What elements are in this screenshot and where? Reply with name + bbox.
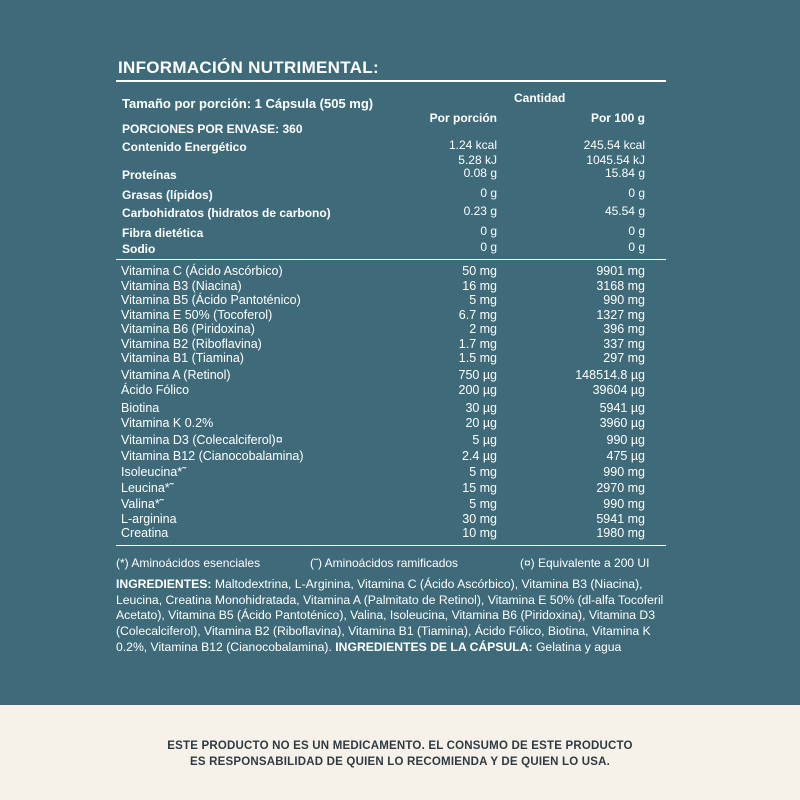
vitamin-portion-value: 200 µg: [458, 383, 497, 397]
vitamin-per100-value: 396 mg: [603, 322, 645, 336]
table-row: [0, 337, 800, 352]
page-title: INFORMACIÓN NUTRIMENTAL:: [118, 58, 379, 77]
macro-portion-value: 0 g: [480, 240, 497, 254]
macro-portion-value: 0.08 g: [463, 166, 497, 180]
energy-portion-kcal: 1.24 kcal: [448, 138, 497, 152]
vitamin-label: Biotina: [121, 401, 160, 415]
macro-per100-value: 0 g: [628, 224, 645, 238]
vitamin-portion-value: 10 mg: [462, 526, 497, 540]
vitamin-portion-value: 5 mg: [469, 465, 497, 479]
vitamin-label: L-arginina: [121, 512, 177, 526]
vitamin-label: Isoleucina*˜: [121, 465, 187, 479]
macro-per100-value: 45.54 g: [604, 204, 645, 218]
vitamin-portion-value: 16 mg: [462, 279, 497, 293]
vitamin-portion-value: 750 µg: [458, 368, 497, 382]
table-row: [0, 449, 800, 464]
macro-portion-value: 0 g: [480, 224, 497, 238]
table-row: [0, 293, 800, 308]
vitamin-per100-value: 1980 mg: [596, 526, 645, 540]
vitamins-divider: [116, 259, 666, 260]
vitamin-per100-value: 475 µg: [606, 449, 645, 463]
ingredients-list: Maltodextrina, L-Arginina, Vitamina C (Ácido Ascórbico), Vitamina B3 (Niacina), Leucina, Creatina Monohidratada, Vitamina A (Palmitato de Retinol), Vitamina E 50% (dl-alfa Tocoferil Acetato), Vitamina B5 (Ácido Pantoténico), Valina, Isoleucina, Vitamina B6 (Piridoxina), Vitamina D3 (Colecalciferol), Vitamina B2 (Riboflavina), Vitamina B1 (Tiamina), Ácido Fólico, Biotina, Vitamina K 0.2%, Vitamina B12 (Cianocobalamina).: [116, 577, 664, 654]
vitamin-label: Vitamina D3 (Colecalciferol)¤: [121, 433, 283, 447]
table-row: [0, 526, 800, 541]
vitamin-portion-value: 20 µg: [465, 416, 497, 430]
per-100g-header: Por 100 g: [590, 111, 645, 125]
macro-portion-value: 0.23 g: [463, 204, 497, 218]
table-row: [0, 351, 800, 366]
vitamin-label: Vitamina B12 (Cianocobalamina): [121, 449, 304, 463]
vitamin-label: Vitamina B5 (Ácido Pantoténico): [121, 293, 301, 307]
title-divider: [116, 80, 666, 82]
legend-equivalent: (¤) Equivalente a 200 UI: [520, 556, 650, 570]
servings-per-container: PORCIONES POR ENVASE: 360: [122, 122, 303, 136]
vitamin-per100-value: 148514.8 µg: [575, 368, 645, 382]
vitamin-per100-value: 2970 mg: [596, 481, 645, 495]
vitamin-portion-value: 5 µg: [472, 433, 497, 447]
vitamin-per100-value: 1327 mg: [596, 308, 645, 322]
vitamin-portion-value: 2.4 µg: [461, 449, 497, 463]
vitamin-per100-value: 990 mg: [603, 497, 645, 511]
energy-portion-kj: 5.28 kJ: [458, 153, 497, 167]
vitamin-label: Leucina*˜: [121, 481, 174, 495]
macro-per100-value: 0 g: [628, 186, 645, 200]
ingredients-label: INGREDIENTES:: [116, 577, 212, 591]
macro-label: Sodio: [122, 242, 156, 256]
vitamin-label: Vitamina A (Retinol): [121, 368, 231, 382]
vitamin-per100-value: 5941 µg: [599, 401, 645, 415]
macro-label: Grasas (lípidos): [122, 188, 213, 202]
vitamin-per100-value: 9901 mg: [596, 264, 645, 278]
legend-essential: (*) Aminoácidos esenciales: [116, 556, 261, 570]
ingredients-text: [116, 577, 676, 656]
quantity-header: Cantidad: [514, 91, 566, 105]
vitamin-label: Vitamina E 50% (Tocoferol): [121, 308, 273, 322]
vitamin-portion-value: 15 mg: [462, 481, 497, 495]
vitamin-label: Creatina: [121, 526, 169, 540]
macro-portion-value: 0 g: [480, 186, 497, 200]
table-row: [0, 512, 800, 527]
vitamin-portion-value: 50 mg: [462, 264, 497, 278]
table-row: [0, 401, 800, 416]
vitamin-per100-value: 990 mg: [603, 293, 645, 307]
table-row: [0, 322, 800, 337]
table-row: [0, 433, 800, 448]
disclaimer-line-1: ESTE PRODUCTO NO ES UN MEDICAMENTO. EL CONSUMO DE ESTE PRODUCTO: [167, 740, 633, 752]
table-row: [0, 416, 800, 431]
vitamin-portion-value: 30 µg: [465, 401, 497, 415]
capsule-ingredients-label: INGREDIENTES DE LA CÁPSULA:: [335, 639, 533, 654]
vitamin-per100-value: 297 mg: [603, 351, 645, 365]
table-row: [0, 264, 800, 279]
table-row: [0, 279, 800, 294]
vitamin-label: Ácido Fólico: [121, 383, 190, 397]
vitamin-portion-value: 5 mg: [469, 293, 497, 307]
vitamin-label: Valina*˜: [121, 497, 164, 511]
table-row: [0, 481, 800, 496]
vitamin-label: Vitamina B1 (Tiamina): [121, 351, 244, 365]
vitamin-label: Vitamina B2 (Riboflavina): [121, 337, 262, 351]
table-row: [0, 368, 800, 383]
vitamin-per100-value: 3960 µg: [599, 416, 645, 430]
vitamin-per100-value: 5941 mg: [596, 512, 645, 526]
macro-label: Fibra dietética: [122, 226, 204, 240]
vitamin-portion-value: 2 mg: [469, 322, 497, 336]
legend-branched: (˜) Aminoácidos ramificados: [310, 556, 459, 570]
table-row: [0, 383, 800, 398]
macro-per100-value: 15.84 g: [604, 166, 645, 180]
table-row: [0, 308, 800, 323]
disclaimer: [0, 738, 800, 770]
serving-size: Tamaño por porción: 1 Cápsula (505 mg): [122, 96, 374, 111]
capsule-ingredients-list: Gelatina y agua: [532, 639, 622, 654]
vitamin-per100-value: 990 µg: [606, 433, 645, 447]
vitamin-label: Vitamina B3 (Niacina): [121, 279, 242, 293]
vitamin-per100-value: 990 mg: [603, 465, 645, 479]
energy-per100-kcal: 245.54 kcal: [583, 138, 645, 152]
vitamin-per100-value: 3168 mg: [596, 279, 645, 293]
table-row: [0, 497, 800, 512]
macro-label: Proteínas: [122, 168, 177, 182]
vitamin-per100-value: 39604 µg: [592, 383, 645, 397]
vitamin-per100-value: 337 mg: [603, 337, 645, 351]
energy-label: Contenido Energético: [122, 140, 247, 154]
disclaimer-line-2: ES RESPONSABILIDAD DE QUIEN LO RECOMIENDA Y DE QUIEN LO USA.: [189, 756, 611, 768]
table-row: [0, 465, 800, 480]
macro-label: Carbohidratos (hidratos de carbono): [122, 206, 331, 220]
vitamin-label: Vitamina K 0.2%: [121, 416, 214, 430]
per-portion-header: Por porción: [429, 111, 497, 125]
vitamin-portion-value: 6.7 mg: [458, 308, 497, 322]
vitamin-label: Vitamina C (Ácido Ascórbico): [121, 264, 283, 278]
vitamin-portion-value: 1.7 mg: [458, 337, 497, 351]
vitamin-portion-value: 1.5 mg: [458, 351, 497, 365]
vitamin-label: Vitamina B6 (Piridoxina): [121, 322, 255, 336]
vitamin-portion-value: 5 mg: [469, 497, 497, 511]
energy-per100-kj: 1045.54 kJ: [586, 153, 645, 167]
vitamin-portion-value: 30 mg: [462, 512, 497, 526]
legend-divider: [116, 545, 666, 546]
macro-per100-value: 0 g: [628, 240, 645, 254]
